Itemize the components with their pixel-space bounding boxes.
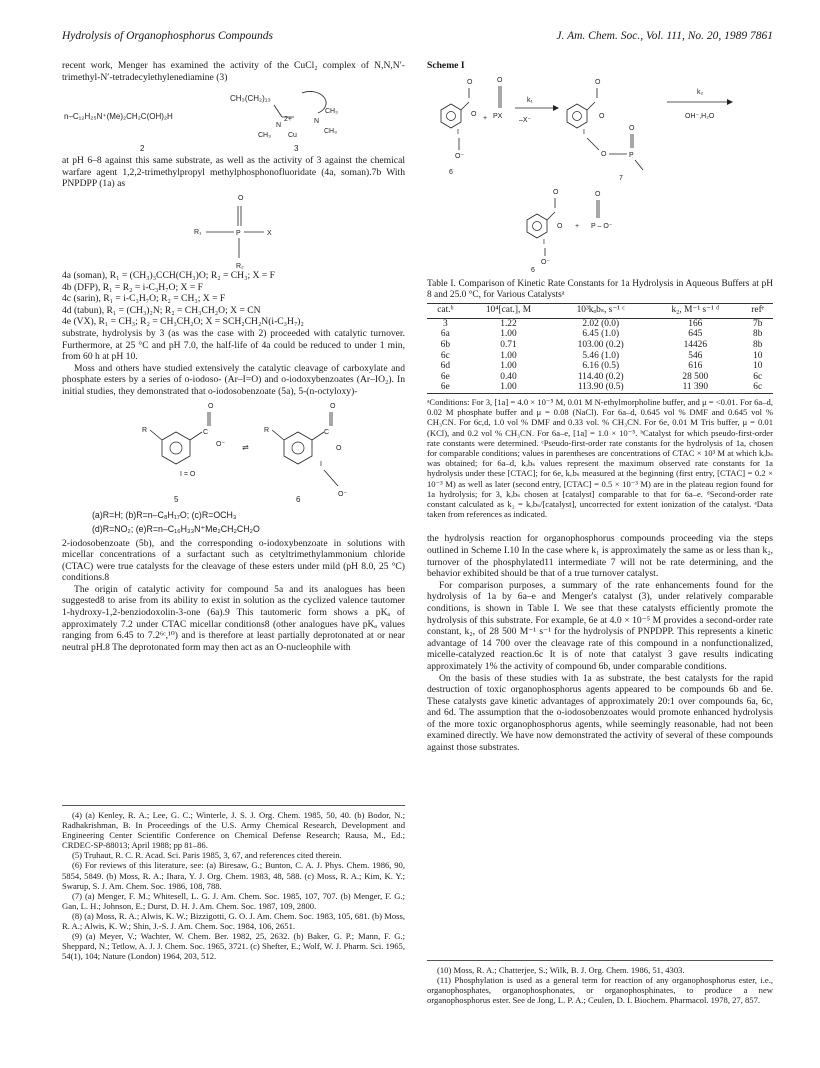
running-header <box>62 30 773 46</box>
table-cell: 546 <box>688 350 703 361</box>
footnote: (10) Moss, R. A.; Chatterjee, S.; Wilk, B. J. Org. Chem. 1986, 51, 4303. <box>437 965 685 975</box>
scheme-p-ominus: P – O⁻ <box>591 222 613 230</box>
table-cell: 6d <box>440 361 451 372</box>
label-5: 5 <box>174 494 179 504</box>
scheme-i: I <box>457 128 459 136</box>
table-header-row <box>427 304 773 319</box>
left-column <box>62 60 405 653</box>
scheme-plus: + <box>483 114 488 122</box>
struct6-neg: O⁻ <box>338 490 348 498</box>
footnote: (5) Truhaut, R. C. R. Acad. Sci. Paris 1985, 3, 67, and references cited therein. <box>72 850 342 861</box>
table-cell: 28 500 <box>682 371 709 382</box>
right-column <box>427 60 773 754</box>
scheme-k2: k₂ <box>697 88 704 96</box>
paragraph: For comparison purposes, a summary of the rate enhancements found for the hydrolysis of 1a by 6a–e and Menger's catalyst (3), under relatively comparable conditions, is shown in Table I. We see that these catalysts efficiently promote the hydrolysis of this substrate. For example, 6e at 4.0 × 10⁻⁵ M provides a second-order rate constant, k₂, of 28 500 M⁻¹ s⁻¹ for the hydrolysis of PNPDPP. This represents a kinetic advantage of 14 700 over the cleavage rate of this compound in a nonfunctionalized, micelle-catalyzed reaction.6c It is of note that catalyst 3 gave results indicating approximately 1% the activity of compound 6b, under comparable conditions. <box>427 579 773 672</box>
struct3-me1: CH₃ <box>325 108 338 116</box>
table-row <box>427 340 773 351</box>
table-cell: 113.90 (0.5) <box>553 382 648 393</box>
table-cell: 1.00 <box>500 361 517 372</box>
footnote: (6) For reviews of this literature, see: (a) Biresaw, G.; Bunton, C. A. J. Phys. Chem. 1986, 90, 5854, 5849. (b) Moss, R. A.; Ihara, Y. J. Org. Chem. 1983, 48, 588. (c) Moss, R. A.; Kim, K. Y.; Swarup, S. J. Am. Chem. Soc. 1986, 108, 788. <box>62 860 405 891</box>
struct4-r1: R₁ <box>193 228 201 236</box>
table-cell: 103.00 (0.2) <box>577 339 624 350</box>
paragraph: substrate, hydrolysis by 3 (as was the case with 2) proceeded with catalytic turnover. Furthermore, at 25 °C and pH 7.0, the half-life of 4a could be reduced to under 1 min, from 60 h at pH 10. <box>62 327 405 363</box>
table-cell: 8b <box>753 329 763 340</box>
scheme-px: PX <box>493 112 503 120</box>
header-title: Hydrolysis of Organophosphorus Compounds <box>62 30 273 42</box>
footnote: (11) Phosphylation is used as a general term for reaction of any organophosphorus ester, i.e., organophosphates, organophosphonates, or organophosphinates, to produce a new organophosphorus ester. See de Jong, L. P. A.; Ceulen, D. I. Biochem. Pharmacol. 1978, 27, 857. <box>427 975 773 1006</box>
scheme-o: O <box>595 78 601 86</box>
footnotes-right <box>427 960 773 1005</box>
paragraph: at pH 6–8 against this same substrate, as well as the activity of 3 against the chemical warfare agent 1,2,2-trimethylpropyl methylphosphonofluoridate (4a, soman).7b With PNPDPP (1a) as <box>62 155 405 190</box>
struct-legend <box>62 508 405 536</box>
struct5-o: O <box>208 402 214 410</box>
label-6: 6 <box>296 494 301 504</box>
agent-definition-list <box>62 270 405 328</box>
definition-item: 4c (sarin), R₁ = i-C₃H₇O; R₂ = CH₃; X = F <box>62 293 226 305</box>
structures-5-6 <box>62 398 405 508</box>
struct4-x: X <box>266 229 272 237</box>
struct3-cu: Cu <box>288 132 297 140</box>
struct4-r2: R₂ <box>235 262 244 270</box>
table-caption: Table I. Comparison of Kinetic Rate Constants for 1a Hydrolysis in Aqueous Buffers at pH 8 and 25.0 °C, for Various Catalystsᵃ <box>427 279 773 301</box>
struct3-n1: N <box>276 122 282 130</box>
scheme-ominus: O⁻ <box>541 258 551 266</box>
structures-2-3 <box>62 83 405 155</box>
table-cell: 3 <box>443 318 448 329</box>
paragraph: The origin of catalytic activity for compound 5a and its analogues has been suggested8 to arise from its ability to exist in solution as the cyclized valence tautomer 1-hydroxy-1,2-benziodoxolin-3-one (6a).9 This tautomeric form shows a pKₐ of approximately 7.2 under CTAC micellar conditions8 (other analogues have pKₐ values ranging from 6.45 to 7.2⁶ᶜ,¹⁰) and is therefore at least partially deprotonated at or near neutral pH.8 The deprotonated form may then act as an O-nucleophile with <box>62 583 405 653</box>
paragraph: the hydrolysis reaction for organophosphorus compounds proceeding via the steps outlined in Scheme I.10 In the case where k₁ is approximately the same as or less than k₂, turnover of the phosphylated11 intermediate 7 will not be rate determining, and the behavior exhibited should be that of a true turnover catalyst. <box>427 533 773 580</box>
paragraph: On the basis of these studies with 1a as substrate, the best catalysts for the rapid destruction of toxic organophosphorus agents appeared to be compounds 6b and 6e. These catalysts gave kinetic advantages of approximately 20:1 over compounds 6a, 6c, and 6d. The assumption that the o-iodosobenzoates would promote enhanced hydrolysis of the more toxic organophosphorus agents, while seemingly reasonable, had not been examined directly. We have now demonstrated the activity of several of these compounds against those substrates. <box>427 672 773 754</box>
scheme-1 <box>427 72 773 272</box>
paragraph: recent work, Menger has examined the activity of the CuCl₂ complex of N,N,N′-trimethyl-N′-tetradecylethylenediamine (3) <box>62 60 405 83</box>
struct4-o: O <box>237 194 243 202</box>
scheme-i: I <box>583 128 585 136</box>
column-header: 10³kₒbₛ, s⁻¹ ᶜ <box>553 304 648 319</box>
struct3-me2: CH₃ <box>324 128 337 136</box>
struct5-r: R <box>142 426 148 434</box>
footnote: (9) (a) Meyer, V.; Wachter, W. Chem. Ber. 1982, 25, 2632. (b) Baker, G. P.; Mann, F. G.; Sheppard, N.; Tetlow, A. J. J. Chem. Soc. 1965, 3721. (c) Shefter, E.; Wolf, W. J. Pharm. Sci. 1965, 54(1), 104; Nature (London) 1964, 203, 512. <box>62 931 405 962</box>
equilibrium-arrow: ⇌ <box>242 442 249 452</box>
scheme-plus: + <box>575 222 580 230</box>
table-cell: 114.40 (0.2) <box>577 371 624 382</box>
table-cell: 11 390 <box>648 382 742 393</box>
struct5-io: I = O <box>180 470 196 478</box>
table-row <box>427 361 773 372</box>
footnote: (8) (a) Moss, R. A.; Alwis, K. W.; Bizzigotti, G. O. J. Am. Chem. Soc. 1983, 105, 681. (b) Moss, R. A.; Alwis, K. W.; Shin, J.-S. J. Am. Chem. Soc. 1984, 106, 2651. <box>62 910 405 932</box>
column-header: cat.ᵇ <box>427 304 464 319</box>
struct3-chain: CH₃(CH₂)₁₃ <box>230 94 271 104</box>
scheme-o: O <box>557 222 563 230</box>
structure-4 <box>134 190 334 270</box>
scheme-ominus: O⁻ <box>455 152 465 160</box>
table-cell: 10 <box>753 361 763 372</box>
kinetics-table <box>427 303 773 394</box>
table-cell: 14426 <box>683 339 708 350</box>
table-cell: 6.45 (1.0) <box>582 329 620 340</box>
struct5-neg: O⁻ <box>216 440 226 448</box>
scheme-o: O <box>471 110 477 118</box>
table-notes: ᵃConditions: For 3, [1a] = 4.0 × 10⁻⁵ M, 0.01 M N-ethylmorpholine buffer, and μ = <0.01. For 6a–d, 0.02 M phosphate buffer and μ = 0.08 (NaCl). For 6a–d, 0.645 vol % DMF and 0.645 vol % CH₃CN. For 6c,d, 1.0 vol % DMF and 0.33 vol. % CH₃CN. For 6e, 0.01 M Tris buffer, μ = 0.01 (KCl), and 0.2 vol % CH₃CN. For 6a–e, [1a] = 1.0 × 10⁻⁵. ᵇCatalyst for which pseudo-first-order rate constants were determined. ᶜPseudo-first-order rate constants for the hydrolysis of 1a, chosen for comparable conditions; values in parentheses are concentrations of CTAC × 10³ M at which kₒbₛ was obtained; for 6a–d, kₒbₛ values represent the maximum observed rate constants for 1a hydrolysis under these [CTAC]; for 6e, kₒbₛ measured at the beginning (first entry, [CTAC] = 0.2 × 10⁻³ M) as well as later (second entry, [CTAC] = 0.5 × 10⁻³ M) are in the plateau region found for 1a hydrolysis; for 3, kₒbₛ chosen at [catalyst] comparable to that for 6a–e. ᵈSecond-order rate constant calculated as k₂ = kₒbₛ/[catalyst], uncorrected for extent ionization of the catalyst. ᵉData taken from references as indicated. <box>427 396 773 520</box>
struct6-r: R <box>264 426 270 434</box>
paragraph: 2-iodosobenzoate (5b), and the corresponding o-iodoxybenzoate in solutions with micellar concentrations of a surfactant such as cetyltrimethylammonium chloride (CTAC) were true catalysts for the cleavage of these esters under mild (pH 8.0, 25 °C) conditions.8 <box>62 537 405 584</box>
scheme-minus-x: –X⁻ <box>519 116 532 124</box>
table-row <box>427 372 773 383</box>
struct6-ring-o: O <box>336 444 342 452</box>
footnote: (7) (a) Menger, F. M.; Whitesell, L. G. J. Am. Chem. Soc. 1985, 107, 707. (b) Menger, F. G.; Gan, L. H.; Johnson, E.; Durst, D. H. J. Am. Chem. Soc. 1987, 109, 2800. <box>62 890 405 911</box>
scheme-o: O <box>601 150 607 158</box>
column-header: k₂, M⁻¹ s⁻¹ ᵈ <box>648 304 742 319</box>
scheme-k1: k₁ <box>527 96 533 104</box>
struct-legend-line: (d)R=NO₂; (e)R=n–C₁₆H₃₃N⁺Me₂CH₂CH₂O <box>92 523 260 534</box>
struct6-c: C <box>324 428 330 436</box>
struct4-p: P <box>235 229 241 237</box>
scheme-label-6b: 6 <box>531 266 535 272</box>
scheme-label-7: 7 <box>619 174 623 182</box>
scheme-oh-h2o: OH⁻,H₂O <box>685 112 715 120</box>
struct2-formula: n–C₁₂H₂₅N⁺(Me)₂CH₂C(OH)₂H <box>64 112 173 122</box>
table-cell: 6c <box>742 382 773 393</box>
struct5-c: C <box>203 428 209 436</box>
scheme-label-6: 6 <box>449 168 453 176</box>
scheme-title: Scheme I <box>427 60 465 71</box>
table-cell: 5.46 (1.0) <box>582 350 620 361</box>
table-row <box>427 329 773 340</box>
scheme-o: O <box>467 78 473 86</box>
label-2: 2 <box>140 144 145 154</box>
footnotes-left <box>62 805 405 961</box>
table-row <box>427 351 773 362</box>
scheme-o: O <box>599 112 605 120</box>
table-cell: 1.00 <box>500 350 517 361</box>
column-header: refᵉ <box>742 304 773 319</box>
struct3-me3: CH₃ <box>258 132 271 140</box>
column-header: 10⁴[cat.], M <box>464 304 553 319</box>
table-cell: 645 <box>688 329 703 340</box>
struct6-i: I <box>320 460 322 468</box>
table-cell: 6.16 (0.5) <box>582 361 620 372</box>
table-cell: 1.22 <box>500 318 517 329</box>
struct6-o: O <box>330 402 336 410</box>
table-cell: 166 <box>688 318 703 329</box>
definition-item: 4e (VX), R₁ = CH₃; R₂ = CH₃CH₂O; X = SCH₂CH₂N(i-C₃H₇)₂ <box>62 316 304 328</box>
label-3: 3 <box>294 144 299 154</box>
table-cell: 6e <box>440 371 450 382</box>
struct3-n2: N <box>314 118 320 126</box>
table-row <box>427 318 773 329</box>
table-cell: 6c <box>753 371 763 382</box>
scheme-o: O <box>553 188 559 196</box>
scheme-i: I <box>543 238 545 246</box>
table-cell: 6c <box>440 350 450 361</box>
struct-legend-line: (a)R=H; (b)R=n–C₈H₁₇O; (c)R=OCH₃ <box>92 509 237 520</box>
table-cell: 1.00 <box>500 329 517 340</box>
table-cell: 0.40 <box>500 371 517 382</box>
table-cell: 6e <box>427 382 464 393</box>
footnote: (4) (a) Kenley, R. A.; Lee, G. C.; Winterle, J. S. J. Org. Chem. 1985, 50, 40. (b) Bodor, N.; Radhakrishman, B. In Proceedings of the U.S. Army Chemical Research, Development and Engineering Center Scientific Conference on Chemical Defense Research; Rausa, M., Ed.; CRDEC-SP-88013; April 1988; pp 81–86. <box>62 810 405 851</box>
table-cell: 2.02 (0.0) <box>582 318 620 329</box>
definition-item: 4a (soman), R₁ = (CH₃)₃CCH(CH₃)O; R₂ = CH₃; X = F <box>62 269 275 281</box>
table-row <box>427 382 773 393</box>
table-cell: 6a <box>440 329 450 340</box>
table-cell: 6b <box>440 339 451 350</box>
table-cell: 0.71 <box>500 339 517 350</box>
scheme-o: O <box>595 190 601 198</box>
scheme-p: P <box>629 151 634 159</box>
scheme-o: O <box>629 124 635 132</box>
scheme-o: O <box>497 76 503 84</box>
header-journal: J. Am. Chem. Soc., Vol. 111, No. 20, 1989 7861 <box>556 30 773 42</box>
table-cell: 616 <box>688 361 703 372</box>
table-cell: 7b <box>753 318 763 329</box>
table-cell: 10 <box>753 350 763 361</box>
table-cell: 8b <box>753 339 763 350</box>
paragraph: Moss and others have studied extensively the catalytic cleavage of carboxylate and phosphate esters by a series of o-iodoso- (Ar–I=O) and o-iodoxybenzoates (Ar–IO₂). In initial studies, they demonstrated that o-iodosobenzoate (5a), 5-(n-octyloxy)- <box>62 362 405 397</box>
definition-item: 4b (DFP), R₁ = R₂ = i-C₃H₇O; X = F <box>62 281 204 293</box>
definition-item: 4d (tabun), R₁ = (CH₃)₂N; R₂ = CH₃CH₂O; X = CN <box>62 304 261 316</box>
struct3-charge: 2+ <box>284 116 292 124</box>
table-cell: 1.00 <box>464 382 553 393</box>
